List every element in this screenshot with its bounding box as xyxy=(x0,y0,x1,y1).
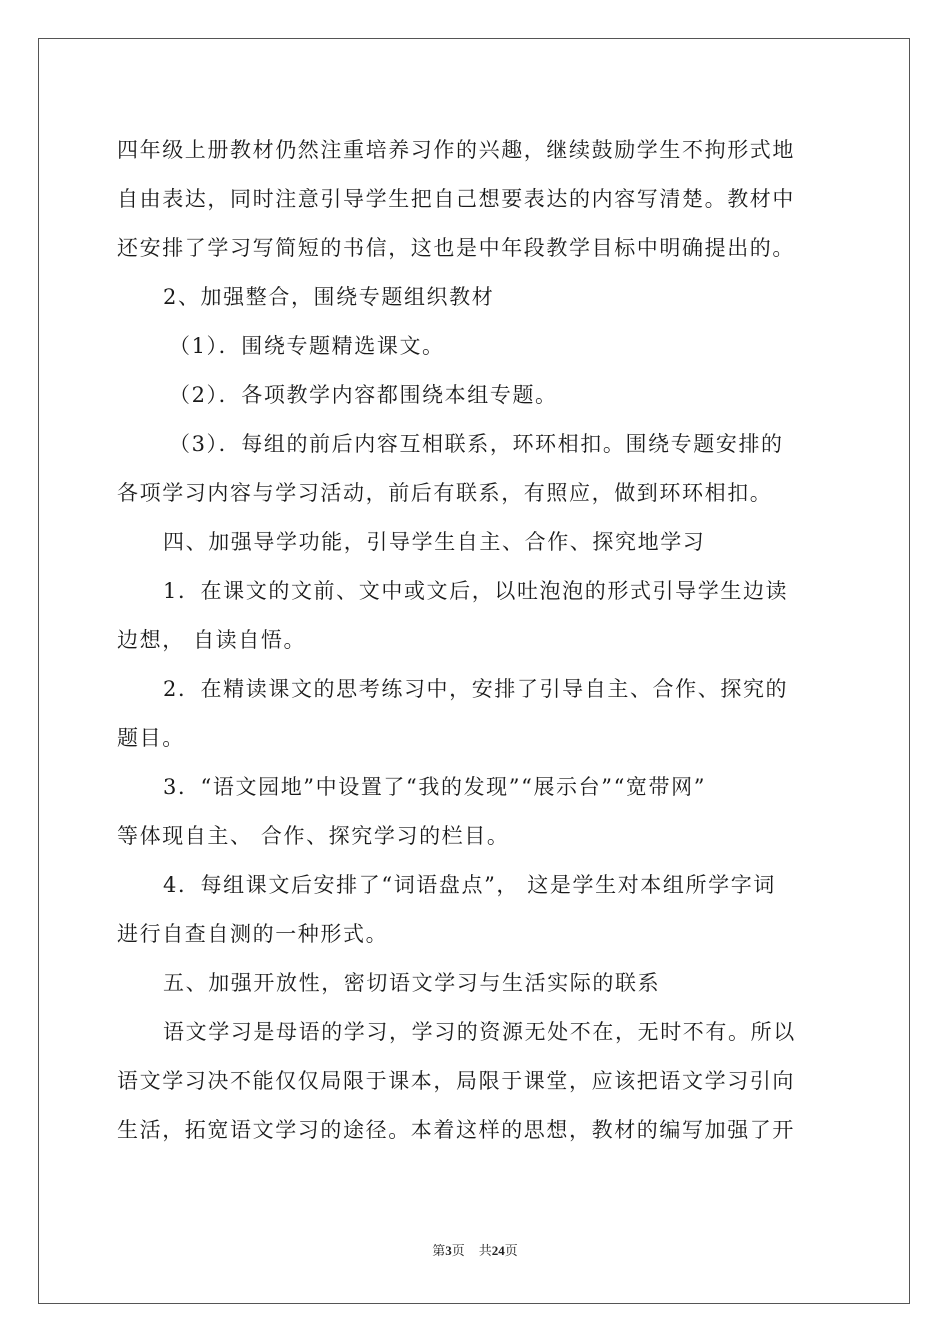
total-suffix: 页 xyxy=(504,1244,518,1259)
page-suffix: 页 xyxy=(451,1244,465,1259)
list-item: （2）．各项教学内容都围绕本组专题。 xyxy=(169,383,558,407)
page-total: 24 xyxy=(491,1243,505,1258)
paragraph-line: 四年级上册教材仍然注重培养习作的兴趣，继续鼓励学生不拘形式地 xyxy=(117,138,795,162)
paragraph-line: 题目。 xyxy=(117,726,185,750)
list-item: 1．在课文的文前、文中或文后，以吐泡泡的形式引导学生边读 xyxy=(163,579,789,603)
section-heading: 四、加强导学功能，引导学生自主、合作、探究地学习 xyxy=(163,530,706,554)
section-heading: 五、加强开放性，密切语文学习与生活实际的联系 xyxy=(163,971,661,995)
page-footer xyxy=(0,1240,950,1259)
paragraph-line: 边想， 自读自悟。 xyxy=(117,628,307,652)
list-item: 2．在精读课文的思考练习中，安排了引导自主、合作、探究的 xyxy=(163,677,789,701)
document-body xyxy=(117,126,837,1155)
page-number: 3 xyxy=(445,1243,452,1258)
paragraph-line: 语文学习是母语的学习，学习的资源无处不在，无时不有。所以 xyxy=(163,1020,796,1044)
paragraph-line: 等体现自主、 合作、探究学习的栏目。 xyxy=(117,824,510,848)
list-item: 4．每组课文后安排了“词语盘点”， 这是学生对本组所学字词 xyxy=(163,873,776,897)
total-prefix: 共 xyxy=(478,1244,492,1259)
paragraph-line: 各项学习内容与学习活动，前后有联系，有照应，做到环环相扣。 xyxy=(117,481,773,505)
list-item: （3）．每组的前后内容互相联系，环环相扣。围绕专题安排的 xyxy=(169,432,784,456)
paragraph-line: 生活，拓宽语文学习的途径。本着这样的思想，教材的编写加强了开 xyxy=(117,1118,795,1142)
page-prefix: 第 xyxy=(432,1244,446,1259)
paragraph-line: 自由表达，同时注意引导学生把自己想要表达的内容写清楚。教材中 xyxy=(117,187,795,211)
section-heading: 2、加强整合，围绕专题组织教材 xyxy=(163,285,495,309)
paragraph-line: 语文学习决不能仅仅局限于课本，局限于课堂，应该把语文学习引向 xyxy=(117,1069,795,1093)
paragraph-line: 进行自查自测的一种形式。 xyxy=(117,922,389,946)
list-item: （1）．围绕专题精选课文。 xyxy=(169,334,445,358)
paragraph-line: 还安排了学习写简短的书信，这也是中年段教学目标中明确提出的。 xyxy=(117,236,795,260)
list-item: 3．“语文园地”中设置了“我的发现”“展示台”“宽带网” xyxy=(163,775,707,799)
